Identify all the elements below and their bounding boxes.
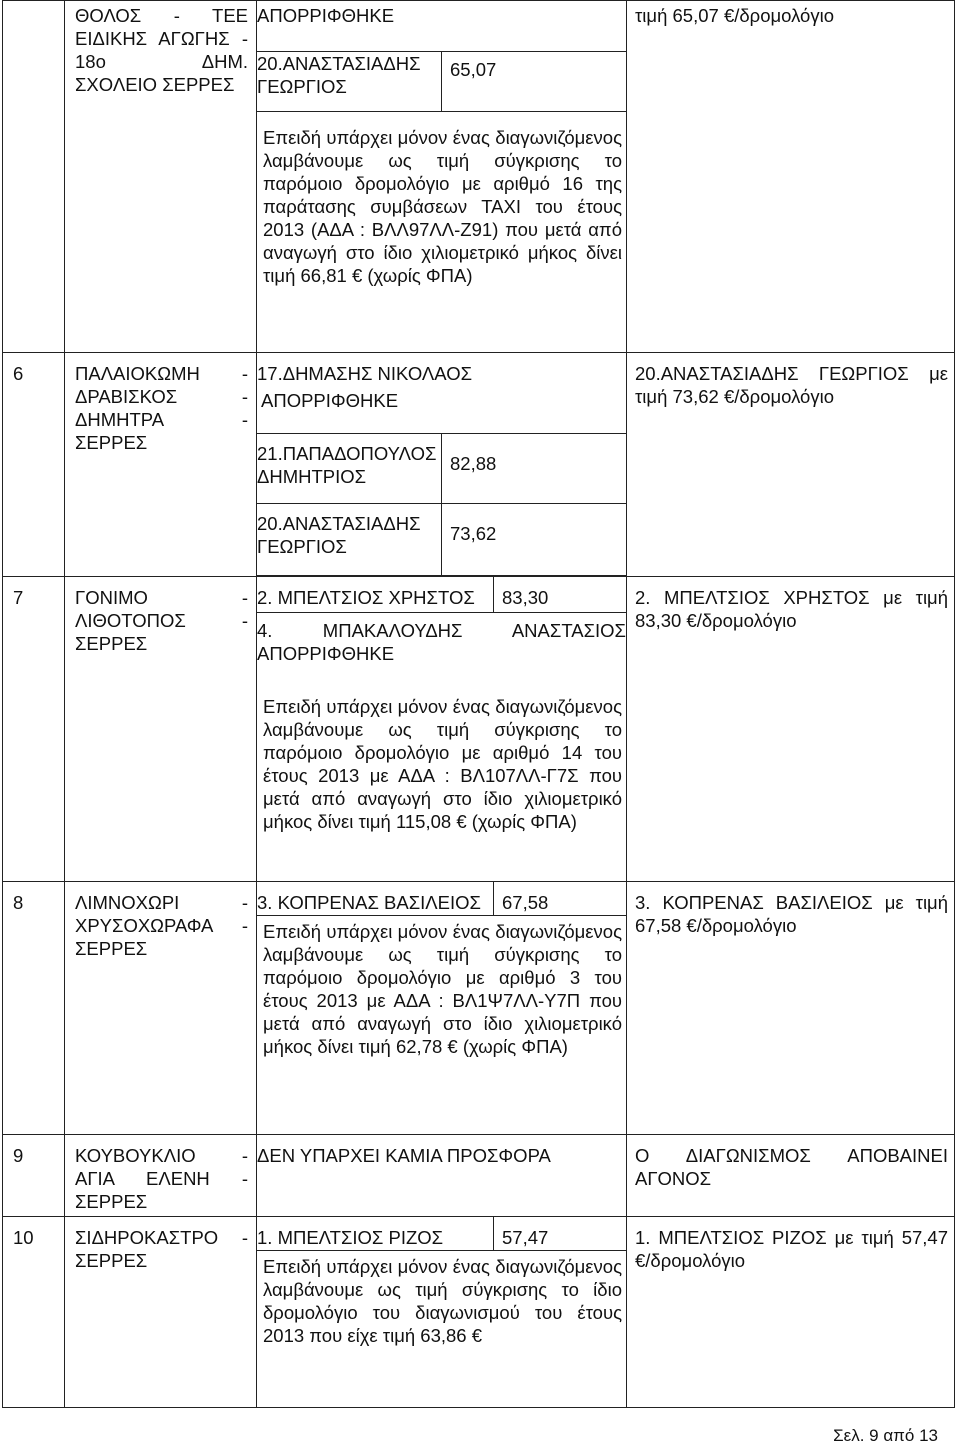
route-area: ΛΙΜΝΟΧΩΡΙ - ΧΡΥΣΟΧΩΡΑΦΑ - ΣΕΡΡΕΣ bbox=[65, 881, 257, 1134]
row-number: 6 bbox=[3, 353, 65, 577]
offers-subtable bbox=[257, 577, 626, 671]
table-row bbox=[3, 1, 955, 353]
award-result: 1. ΜΠΕΛΤΣΙΟΣ ΡΙΖΟΣ με τιμή 57,47 €/δρομολόγιο bbox=[627, 1216, 955, 1407]
award-result: τιμή 65,07 €/δρομολόγιο bbox=[627, 1, 955, 353]
award-result: 3. ΚΟΠΡΕΝΑΣ ΒΑΣΙΛΕΙΟΣ με τιμή 67,58 €/δρομολόγιο bbox=[627, 881, 955, 1134]
offer-name: 2. ΜΠΕΛΤΣΙΟΣ ΧΡΗΣΤΟΣ bbox=[257, 586, 475, 608]
route-area: ΘΟΛΟΣ - ΤΕΕ ΕΙΔΙΚΗΣ ΑΓΩΓΗΣ - 18ο ΔΗΜ. ΣΧΟΛΕΙΟ ΣΕΡΡΕΣ bbox=[65, 1, 257, 353]
route-area: ΣΙΔΗΡΟΚΑΣΤΡΟ - ΣΕΡΡΕΣ bbox=[65, 1216, 257, 1407]
no-offer-text: ΔΕΝ ΥΠΑΡΧΕΙ ΚΑΜΙΑ ΠΡΟΣΦΟΡΑ bbox=[257, 1144, 551, 1166]
offers-subtable bbox=[257, 353, 626, 576]
offer-status: ΑΠΟΡΡΙΦΘΗΚΕ bbox=[257, 643, 395, 664]
route-area: ΓΟΝΙΜΟ - ΛΙΘΟΤΟΠΟΣ - ΣΕΡΡΕΣ bbox=[65, 576, 257, 881]
route-area: ΚΟΥΒΟΥΚΛΙΟ - ΑΓΙΑ ΕΛΕΝΗ - ΣΕΡΡΕΣ bbox=[65, 1134, 257, 1216]
table-row bbox=[3, 1134, 955, 1216]
page-footer: Σελ. 9 από 13 bbox=[833, 1426, 938, 1445]
offer-price: 82,88 bbox=[450, 452, 497, 474]
offer-name: 20.ΑΝΑΣΤΑΣΙΑΔΗΣ ΓΕΩΡΓΙΟΣ bbox=[257, 512, 421, 557]
row-number: 8 bbox=[3, 881, 65, 1134]
comparison-note: Επειδή υπάρχει μόνον ένας διαγωνιζόμενος λαμβάνουμε ως τιμή σύγκρισης το παρόμοιο δρομολόγιο με αριθμό 3 του έτους 2013 με ΑΔΑ : ΒΛ1Ψ7ΛΛ-Υ7Π που μετά από αναγωγή στο ίδιο χιλιομετρικό μήκος δίνει τιμή 62,78 € (χωρίς ΦΠΑ) bbox=[263, 921, 622, 1057]
row-number: 7 bbox=[3, 576, 65, 881]
offer-price: 67,58 bbox=[502, 891, 549, 913]
offers-cell bbox=[257, 881, 627, 1134]
offers-cell bbox=[257, 1216, 627, 1407]
offer-name: 1. ΜΠΕΛΤΣΙΟΣ ΡΙΖΟΣ bbox=[257, 1226, 444, 1248]
offer-status: ΑΠΟΡΡΙΦΘΗΚΕ bbox=[257, 5, 395, 26]
offer-name: 20.ΑΝΑΣΤΑΣΙΑΔΗΣ ΓΕΩΡΓΙΟΣ bbox=[257, 52, 421, 97]
offers-subtable bbox=[257, 882, 626, 917]
row-number: 9 bbox=[3, 1134, 65, 1216]
offers-cell bbox=[257, 1134, 627, 1216]
offer-name: 3. ΚΟΠΡΕΝΑΣ ΒΑΣΙΛΕΙΟΣ bbox=[257, 891, 481, 913]
offer-price: 73,62 bbox=[450, 522, 497, 544]
offer-name: 21.ΠΑΠΑΔΟΠΟΥΛΟΣ ΔΗΜΗΤΡΙΟΣ bbox=[257, 442, 437, 487]
comparison-note: Επειδή υπάρχει μόνον ένας διαγωνιζόμενος λαμβάνουμε ως τιμή σύγκρισης το παρόμοιο δρομολόγιο με αριθμό 16 της παράτασης συμβάσεων ΤΑΧΙ του έτους 2013 (ΑΔΑ : ΒΛΛ97ΛΛ-Ζ91) που μετά από αναγωγή στο ίδιο χιλιομετρικό μήκος δίνει τιμή 66,81 € (χωρίς ΦΠΑ) bbox=[263, 126, 622, 286]
offer-name: 4. ΜΠΑΚΑΛΟΥΔΗΣ ΑΝΑΣΤΑΣΙΟΣ bbox=[257, 620, 626, 641]
offers-subtable bbox=[257, 1217, 626, 1252]
comparison-note: Επειδή υπάρχει μόνον ένας διαγωνιζόμενος λαμβάνουμε ως τιμή σύγκρισης το ίδιο δρομολόγιο του διαγωνισμού του έτους 2013 που είχε τιμή 63,86 € bbox=[263, 1256, 622, 1346]
route-area: ΠΑΛΑΙΟΚΩΜΗ - ΔΡΑΒΙΣΚΟΣ - ΔΗΜΗΤΡΑ - ΣΕΡΡΕΣ bbox=[65, 353, 257, 577]
award-result: Ο ΔΙΑΓΩΝΙΣΜΟΣ ΑΠΟΒΑΙΝΕΙ ΑΓΟΝΟΣ bbox=[627, 1134, 955, 1216]
table-row bbox=[3, 576, 955, 881]
award-result: 2. ΜΠΕΛΤΣΙΟΣ ΧΡΗΣΤΟΣ με τιμή 83,30 €/δρομολόγιο bbox=[627, 576, 955, 881]
comparison-note: Επειδή υπάρχει μόνον ένας διαγωνιζόμενος λαμβάνουμε ως τιμή σύγκρισης το παρόμοιο δρομολόγιο με αριθμό 14 του έτους 2013 με ΑΔΑ : ΒΛ107ΛΛ-Γ7Σ που μετά από αναγωγή στο ίδιο χιλιομετρικό μήκος δίνει τιμή 115,08 € (χωρίς ΦΠΑ) bbox=[263, 695, 622, 832]
offer-status: ΑΠΟΡΡΙΦΘΗΚΕ bbox=[261, 390, 399, 411]
tender-results-table bbox=[2, 0, 955, 1408]
offer-price: 83,30 bbox=[502, 586, 549, 608]
offer-price: 65,07 bbox=[450, 58, 497, 80]
offers-cell bbox=[257, 1, 627, 353]
table-row bbox=[3, 1216, 955, 1407]
award-result: 20.ΑΝΑΣΤΑΣΙΑΔΗΣ ΓΕΩΡΓΙΟΣ με τιμή 73,62 €/δρομολόγιο bbox=[627, 353, 955, 577]
offer-price: 57,47 bbox=[502, 1226, 549, 1248]
row-number: 10 bbox=[3, 1216, 65, 1407]
table-row bbox=[3, 353, 955, 577]
offers-cell bbox=[257, 576, 627, 881]
row-number bbox=[3, 1, 65, 353]
offers-subtable bbox=[257, 1, 626, 112]
offer-name: 17.ΔΗΜΑΣΗΣ ΝΙΚΟΛΑΟΣ bbox=[257, 363, 473, 384]
offers-cell bbox=[257, 353, 627, 577]
table-row bbox=[3, 881, 955, 1134]
